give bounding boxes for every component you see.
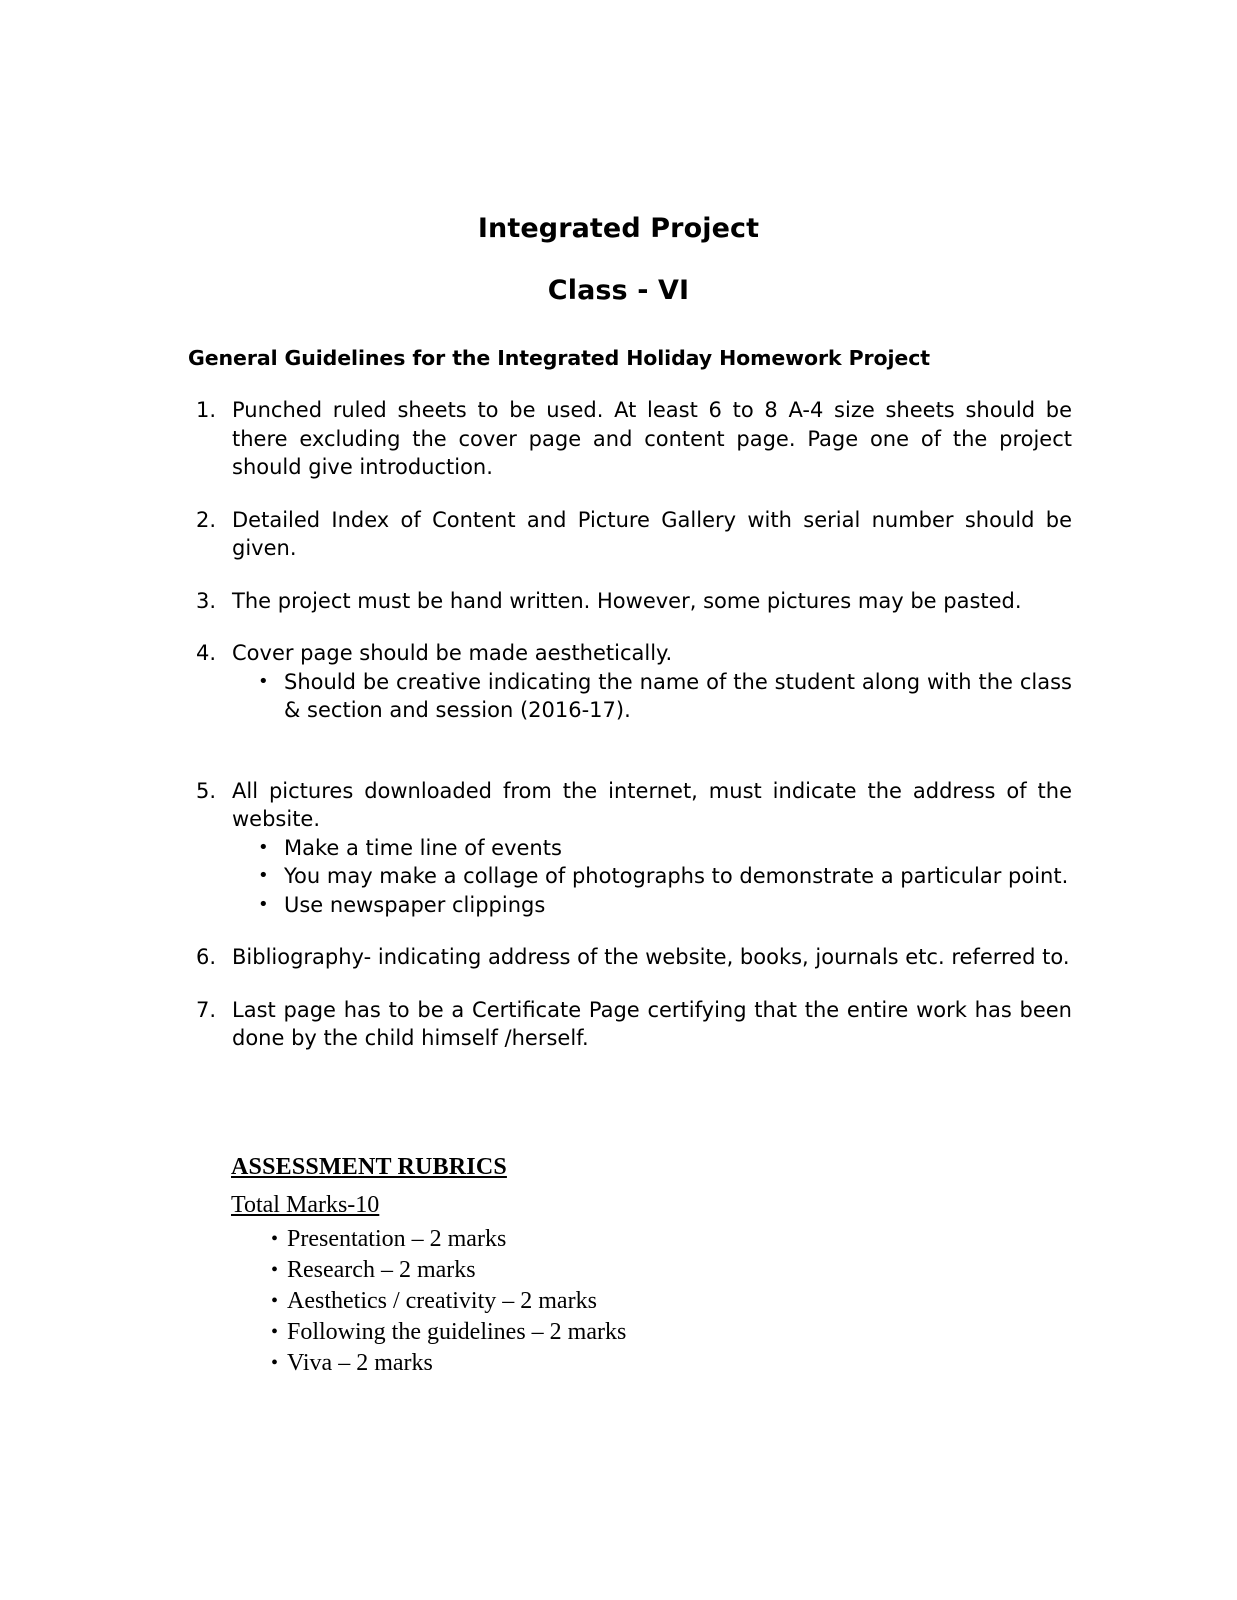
guideline-sub-item — [232, 668, 1072, 725]
bullet-icon: • — [258, 893, 269, 915]
assessment-rubrics-section — [231, 1152, 851, 1379]
bullet-icon: • — [271, 1228, 279, 1250]
guideline-item — [196, 506, 1072, 563]
guideline-text: Last page has to be a Certificate Page certifying that the entire work has been done by the child himself /herself. — [232, 997, 1072, 1050]
guideline-number: 2. — [196, 507, 217, 532]
guideline-item — [196, 943, 1072, 972]
bullet-icon: • — [258, 670, 269, 692]
guideline-text: All pictures downloaded from the internet, must indicate the address of the website. — [232, 778, 1072, 831]
guideline-sub-text: You may make a collage of photographs to demonstrate a particular point. — [284, 864, 1069, 888]
rubrics-total-marks: Total Marks-10 — [231, 1192, 380, 1218]
guideline-number: 3. — [196, 588, 217, 613]
document-title: Integrated Project — [477, 213, 760, 244]
guideline-sub-text: Make a time line of events — [284, 835, 562, 860]
guideline-item — [196, 777, 1072, 920]
guideline-sub-text: Should be creative indicating the name of the student along with the class & section and session (2016-17). — [284, 669, 1072, 722]
guideline-item — [196, 996, 1072, 1053]
guideline-number: 1. — [196, 398, 217, 422]
guideline-number: 7. — [196, 997, 217, 1022]
guideline-sub-text: Use newspaper clippings — [284, 892, 546, 917]
rubrics-criterion-label: Viva – 2 marks — [287, 1350, 433, 1376]
bullet-icon: • — [258, 865, 269, 886]
guideline-sub-item — [232, 834, 1072, 863]
rubrics-criterion-label: Research – 2 marks — [287, 1257, 476, 1283]
rubrics-criterion — [231, 1286, 851, 1317]
guideline-text: Detailed Index of Content and Picture Gallery with serial number should be given. — [232, 507, 1072, 560]
rubrics-criterion-label: Following the guidelines – 2 marks — [287, 1319, 627, 1345]
bullet-icon: • — [271, 1352, 279, 1374]
bullet-icon: • — [258, 836, 269, 858]
rubrics-criterion — [231, 1255, 851, 1286]
bullet-icon: • — [271, 1259, 279, 1281]
rubrics-criterion — [231, 1224, 851, 1255]
section-heading: General Guidelines for the Integrated Holiday Homework Project — [188, 346, 930, 370]
rubrics-heading-row — [231, 1152, 851, 1183]
guideline-sub-item — [232, 862, 1072, 891]
bullet-icon: • — [271, 1321, 279, 1343]
guidelines-list — [196, 396, 1072, 1053]
guideline-text: Bibliography- indicating address of the website, books, journals etc. referred to. — [232, 945, 1070, 969]
guideline-sub-list — [232, 834, 1072, 920]
rubrics-criterion — [231, 1348, 851, 1379]
guideline-number: 5. — [196, 778, 217, 803]
guideline-item — [196, 396, 1072, 482]
guideline-text: Punched ruled sheets to be used. At least 6 to 8 A-4 size sheets should be there excluding the cover page and content page. Page one of the project should give introduction. — [232, 398, 1072, 479]
guideline-text: The project must be hand written. However, some pictures may be pasted. — [232, 588, 1022, 613]
guideline-sub-list — [232, 668, 1072, 725]
rubrics-criterion-label: Aesthetics / creativity – 2 marks — [287, 1288, 597, 1314]
document-subtitle: Class - VI — [547, 275, 690, 306]
rubrics-total-row — [231, 1183, 851, 1221]
guideline-sub-item — [232, 891, 1072, 920]
guideline-number: 6. — [196, 945, 217, 969]
rubrics-criteria-list — [231, 1224, 851, 1379]
guideline-item — [196, 639, 1072, 725]
guideline-number: 4. — [196, 641, 217, 665]
rubrics-heading: ASSESSMENT RUBRICS — [231, 1154, 507, 1180]
rubrics-criterion — [231, 1317, 851, 1348]
bullet-icon: • — [271, 1290, 279, 1312]
rubrics-criterion-label: Presentation – 2 marks — [287, 1226, 507, 1252]
guideline-item — [196, 587, 1072, 616]
guideline-text: Cover page should be made aesthetically. — [232, 641, 673, 665]
